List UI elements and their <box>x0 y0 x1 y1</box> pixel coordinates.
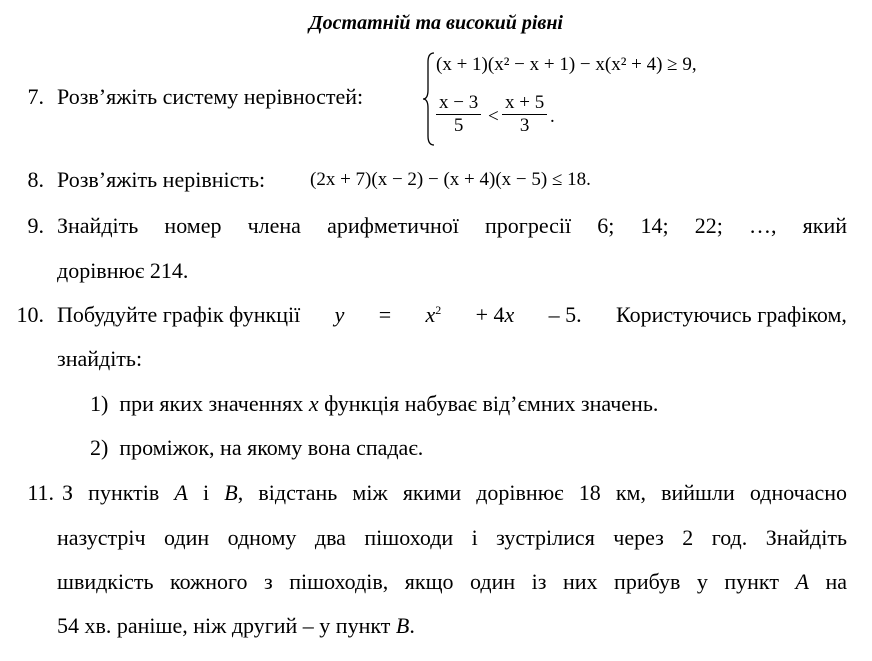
problem-9-line-1: Знайдіть номер члена арифметичної прогресії 6; 14; 22; …, який <box>57 213 847 238</box>
problem-7-text: Розв’яжіть систему нерівностей: <box>57 84 364 109</box>
func-minus-5: – 5. <box>548 302 582 327</box>
problem-8-text: Розв’яжіть нерівність: <box>57 167 266 192</box>
fraction-1 <box>436 92 481 137</box>
section-heading: Достатній та високий рівні <box>309 12 563 34</box>
problem-10-sub-2: 2) проміжок, на якому вона спадає. <box>90 435 424 460</box>
func-x-squared: $x^2$ <box>425 302 442 327</box>
system-row-1: (x + 1)(x² − x + 1) − x(x² + 4) ≥ 9, <box>436 54 697 75</box>
problem-10-text-b: Користуючись графіком, <box>616 302 847 327</box>
problem-10-sub-1: 1) при яких значеннях x функція набуває від’ємних значень. <box>90 391 659 416</box>
problem-10-number: 10. <box>16 302 44 327</box>
fraction-2-numerator: x + 5 <box>505 92 545 113</box>
problem-9-number: 9. <box>27 213 44 238</box>
problem-10-text-a: Побудуйте графік функції <box>57 302 301 327</box>
less-than-sign: < <box>488 106 499 127</box>
problem-11-line-2: назустріч один одному два пішоходи і зустрілися через 2 год. Знайдіть <box>57 525 847 550</box>
fraction-1-numerator: x − 3 <box>439 92 479 113</box>
fraction-1-denominator: 5 <box>436 114 481 137</box>
problem-11-line-1: З пунктів A і B, відстань між якими дорівнює 18 км, вийшли одночасно <box>62 480 848 505</box>
problem-8-number: 8. <box>27 167 44 192</box>
func-equals: = <box>378 302 392 327</box>
func-plus-4: + 4 <box>475 302 505 327</box>
inequality-system <box>422 50 742 148</box>
problem-9-line-2: дорівнює 214. <box>57 258 189 283</box>
brace-icon <box>422 52 436 146</box>
problem-7-number: 7. <box>27 84 44 109</box>
problem-8-inequality: (2x + 7)(x − 2) − (x + 4)(x − 5) ≤ 18. <box>310 169 591 190</box>
problem-11-line-3: швидкість кожного з пішоходів, якщо один із них прибув у пункт A на <box>57 569 848 594</box>
problem-10-line-2: знайдіть: <box>57 346 143 371</box>
fraction-2-denominator: 3 <box>502 114 547 137</box>
fraction-2 <box>502 92 547 137</box>
problem-11-number: 11. <box>27 480 54 505</box>
func-y: y <box>334 302 345 327</box>
problem-11-line-4: 54 хв. раніше, ніж другий – у пункт B. <box>57 613 415 638</box>
problem-10-line-1 <box>57 302 847 328</box>
func-x: x <box>504 302 515 327</box>
period: . <box>550 106 555 127</box>
